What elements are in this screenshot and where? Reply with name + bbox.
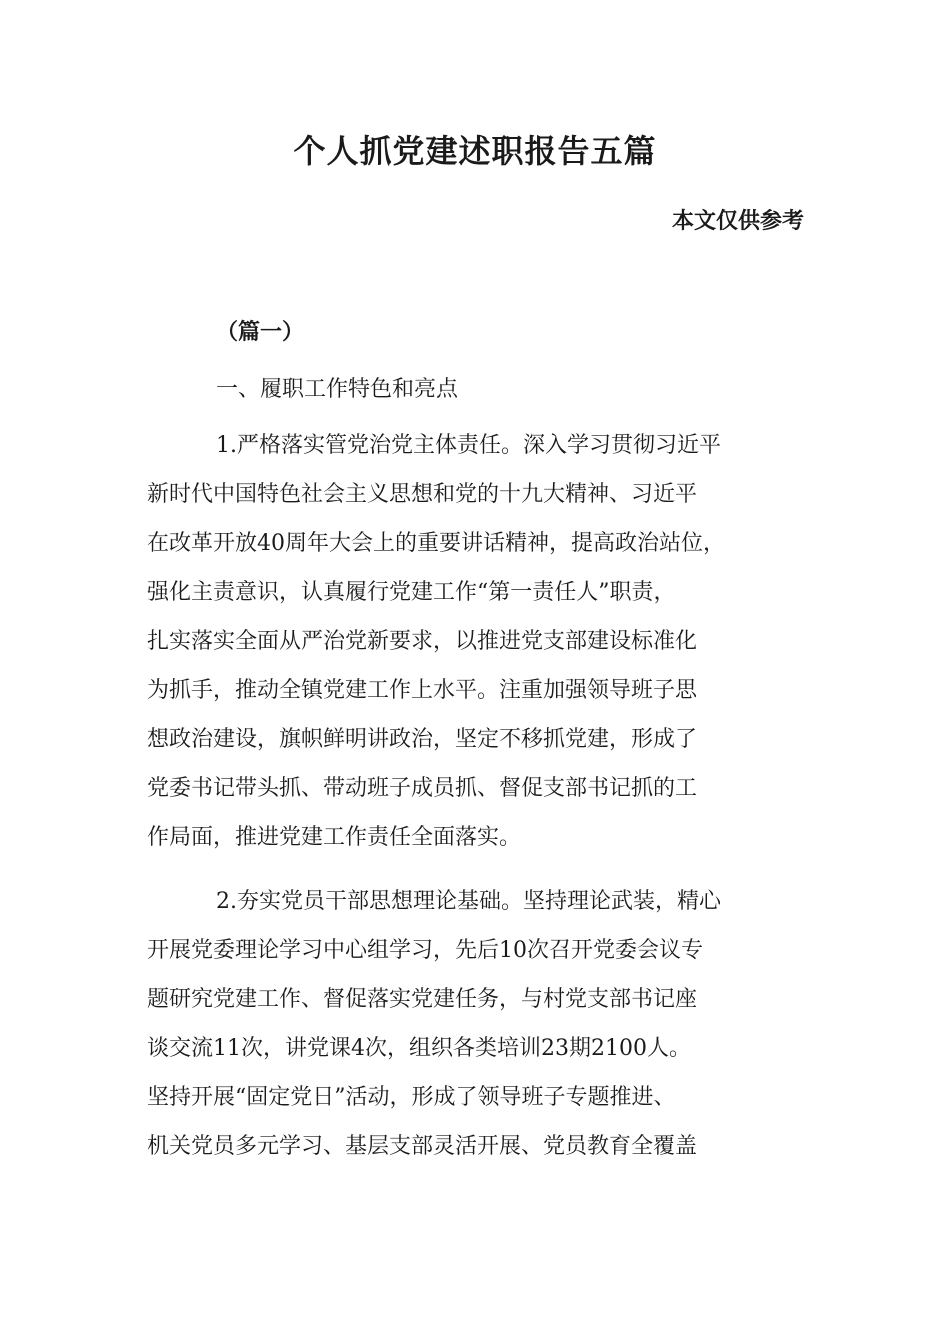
- paragraph-line: 2.夯实党员干部思想理论基础。坚持理论武装，精心: [216, 889, 721, 914]
- paragraph-1: [147, 421, 807, 862]
- paragraph-line: 题研究党建工作、督促落实党建任务，与村党支部书记座: [147, 987, 698, 1012]
- paragraph-line: 强化主责意识，认真履行党建工作“第一责任人”职责，: [147, 580, 676, 605]
- paragraph-line: 党委书记带头抓、带动班子成员抓、督促支部书记抓的工: [147, 776, 698, 801]
- paragraph-line: 想政治建设，旗帜鲜明讲政治，坚定不移抓党建，形成了: [147, 727, 698, 752]
- paragraph-line: 新时代中国特色社会主义思想和党的十九大精神、习近平: [147, 482, 698, 507]
- document-title: 个人抓党建述职报告五篇: [293, 132, 657, 170]
- paragraph-line: 作局面，推进党建工作责任全面落实。: [147, 825, 522, 850]
- paragraph-line: 在改革开放40周年大会上的重要讲话精神，提高政治站位，: [147, 531, 725, 556]
- paragraph-line: 扎实落实全面从严治党新要求，以推进党支部建设标准化: [147, 629, 698, 654]
- section-heading: 一、履职工作特色和亮点: [216, 377, 459, 402]
- paragraph-line: 坚持开展“固定党日”活动，形成了领导班子专题推进、: [147, 1085, 676, 1110]
- section-label: （篇一）: [216, 320, 305, 345]
- paragraph-line: 1.严格落实管党治党主体责任。深入学习贯彻习近平: [216, 433, 721, 458]
- paragraph-line: 为抓手，推动全镇党建工作上水平。注重加强领导班子思: [147, 678, 698, 703]
- paragraph-line: 机关党员多元学习、基层支部灵活开展、党员教育全覆盖: [147, 1134, 698, 1159]
- paragraph-line: 开展党委理论学习中心组学习，先后10次召开党委会议专: [147, 938, 703, 963]
- document-subtitle: 本文仅供参考: [671, 209, 804, 234]
- paragraph-2: [147, 877, 807, 1171]
- paragraph-line: 谈交流11次，讲党课4次，组织各类培训23期2100人。: [147, 1036, 691, 1061]
